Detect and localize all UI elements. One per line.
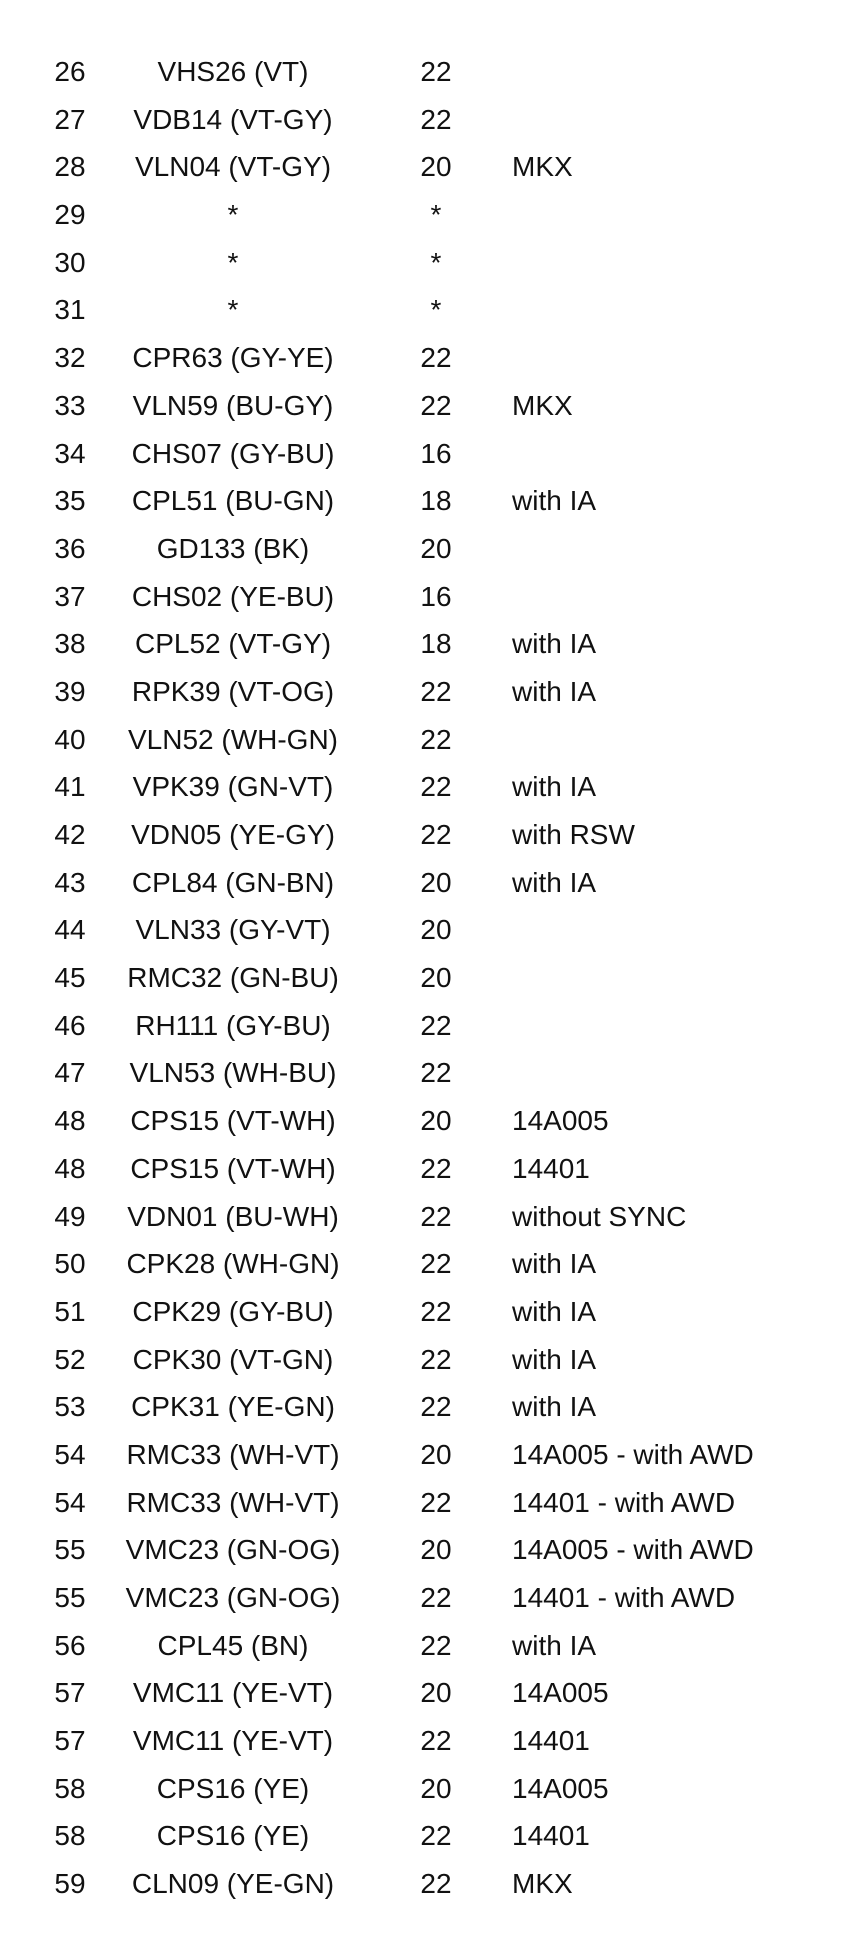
circuit-note: with IA xyxy=(512,771,597,803)
pin-number: 39 xyxy=(54,675,86,707)
circuit-name: VLN52 (WH-GN) xyxy=(127,723,338,755)
circuit-note: 14A005 xyxy=(512,1677,609,1709)
pin-number: 49 xyxy=(54,1200,86,1232)
circuit-name: CHS07 (GY-BU) xyxy=(131,437,335,469)
wire-gauge: 20 xyxy=(420,914,452,946)
circuit-note: 14A005 xyxy=(512,1772,609,1804)
pin-number: 54 xyxy=(54,1438,86,1470)
wire-gauge: 16 xyxy=(420,437,452,469)
circuit-name: CPL84 (GN-BN) xyxy=(131,866,335,898)
table-row xyxy=(0,668,841,716)
wire-gauge: 22 xyxy=(420,1582,452,1613)
pin-number: 46 xyxy=(54,1009,86,1041)
pin-number: 48 xyxy=(54,1105,86,1137)
table-row xyxy=(0,1193,841,1241)
table-row xyxy=(0,954,841,1002)
circuit-name: RH111 (GY-BU) xyxy=(135,1009,331,1041)
circuit-name: VLN53 (WH-BU) xyxy=(129,1057,337,1089)
table-row xyxy=(0,1097,841,1145)
wire-gauge: 18 xyxy=(420,628,452,660)
wire-gauge: 20 xyxy=(420,1438,452,1470)
pin-number: 59 xyxy=(54,1868,86,1900)
circuit-note: 14A005 - with AWD xyxy=(512,1534,754,1566)
wire-gauge: 20 xyxy=(420,1534,452,1566)
pin-number: 58 xyxy=(54,1820,86,1852)
wire-gauge: 20 xyxy=(420,1772,452,1804)
circuit-name: CPS16 (YE) xyxy=(156,1772,310,1804)
table-row xyxy=(0,286,841,334)
circuit-note: with IA xyxy=(512,1248,597,1280)
table-row xyxy=(0,716,841,764)
wire-gauge: 22 xyxy=(420,1391,452,1423)
circuit-note: with RSW xyxy=(512,819,635,850)
pin-number: 55 xyxy=(54,1534,86,1566)
circuit-note: MKX xyxy=(512,1868,573,1900)
circuit-note: with IA xyxy=(512,485,597,517)
wire-gauge: 22 xyxy=(420,1248,452,1280)
circuit-name: CPK28 (WH-GN) xyxy=(126,1248,340,1280)
circuit-name: VLN04 (VT-GY) xyxy=(134,151,332,183)
table-row xyxy=(0,143,841,191)
wire-gauge: 20 xyxy=(420,1105,452,1137)
pin-number: 53 xyxy=(54,1391,86,1423)
circuit-note: with IA xyxy=(512,1295,597,1327)
wire-gauge: 18 xyxy=(420,485,452,517)
circuit-name: VPK39 (GN-VT) xyxy=(132,771,334,803)
wire-gauge: 22 xyxy=(420,56,452,87)
circuit-name: VMC23 (GN-OG) xyxy=(125,1582,341,1613)
circuit-name: CPK29 (GY-BU) xyxy=(132,1295,334,1327)
table-row xyxy=(0,906,841,954)
table-row xyxy=(0,191,841,239)
table-row xyxy=(0,239,841,287)
circuit-name: RMC33 (WH-VT) xyxy=(126,1486,340,1518)
wire-gauge: 16 xyxy=(420,580,452,612)
pin-number: 50 xyxy=(54,1248,86,1280)
pin-number: 30 xyxy=(54,246,86,278)
circuit-note: with IA xyxy=(512,1343,597,1375)
table-row xyxy=(0,1240,841,1288)
pin-number: 56 xyxy=(54,1629,86,1661)
pin-number: 52 xyxy=(54,1343,86,1375)
pin-number: 27 xyxy=(54,103,86,135)
wire-gauge: 22 xyxy=(420,1486,452,1518)
wire-gauge: 20 xyxy=(420,866,452,898)
circuit-name: * xyxy=(227,199,239,231)
pin-number: 45 xyxy=(54,962,86,994)
wire-gauge: 20 xyxy=(420,962,452,994)
pin-number: 40 xyxy=(54,723,86,755)
table-row xyxy=(0,1526,841,1574)
circuit-name: VLN59 (BU-GY) xyxy=(132,389,334,421)
wire-gauge: 22 xyxy=(420,771,452,803)
wire-gauge: 22 xyxy=(420,342,452,374)
circuit-name: RMC32 (GN-BU) xyxy=(127,962,339,994)
circuit-name: * xyxy=(227,246,239,278)
circuit-note: 14401 xyxy=(512,1820,590,1852)
pin-number: 36 xyxy=(54,532,86,564)
table-row xyxy=(0,1336,841,1384)
circuit-name: VLN33 (GY-VT) xyxy=(135,914,331,946)
circuit-note: with IA xyxy=(512,866,597,898)
table-row xyxy=(0,1765,841,1813)
table-row xyxy=(0,1383,841,1431)
circuit-name: CLN09 (YE-GN) xyxy=(131,1868,335,1900)
table-row xyxy=(0,382,841,430)
table-row xyxy=(0,1622,841,1670)
circuit-note: 14401 xyxy=(512,1725,590,1757)
circuit-name: CPK30 (VT-GN) xyxy=(132,1343,334,1375)
circuit-name: CPS15 (VT-WH) xyxy=(130,1152,336,1184)
table-row xyxy=(0,859,841,907)
circuit-name: GD133 (BK) xyxy=(156,532,310,564)
circuit-note: with IA xyxy=(512,1391,597,1423)
wire-gauge: 22 xyxy=(420,1295,452,1327)
table-row xyxy=(0,1479,841,1527)
pin-number: 43 xyxy=(54,866,86,898)
circuit-name: CHS02 (YE-BU) xyxy=(131,580,335,612)
wire-gauge: 22 xyxy=(420,1820,452,1852)
pin-number: 55 xyxy=(54,1582,86,1613)
table-row xyxy=(0,334,841,382)
pin-number: 35 xyxy=(54,485,86,517)
table-row xyxy=(0,1145,841,1193)
pin-number: 38 xyxy=(54,628,86,660)
wire-gauge: 20 xyxy=(420,532,452,564)
circuit-note: without SYNC xyxy=(512,1200,687,1232)
wire-gauge: 20 xyxy=(420,151,452,183)
pin-number: 51 xyxy=(54,1295,86,1327)
circuit-name: VHS26 (VT) xyxy=(157,56,309,87)
table-row xyxy=(0,525,841,573)
pin-number: 54 xyxy=(54,1486,86,1518)
pin-number: 28 xyxy=(54,151,86,183)
wire-gauge: 22 xyxy=(420,1057,452,1089)
circuit-name: CPS16 (YE) xyxy=(156,1820,310,1852)
wire-gauge: * xyxy=(430,199,442,231)
circuit-name: VMC11 (YE-VT) xyxy=(132,1725,334,1757)
circuit-name: RMC33 (WH-VT) xyxy=(126,1438,340,1470)
pin-number: 58 xyxy=(54,1772,86,1804)
wire-gauge: 22 xyxy=(420,723,452,755)
pin-number: 47 xyxy=(54,1057,86,1089)
circuit-name: CPL52 (VT-GY) xyxy=(134,628,332,660)
table-row xyxy=(0,48,841,96)
pin-number: 34 xyxy=(54,437,86,469)
pin-number: 48 xyxy=(54,1152,86,1184)
pin-number: 44 xyxy=(54,914,86,946)
wire-gauge: 22 xyxy=(420,389,452,421)
circuit-name: VDN05 (YE-GY) xyxy=(131,819,335,850)
table-row xyxy=(0,620,841,668)
circuit-note: 14401 - with AWD xyxy=(512,1582,736,1613)
table-row xyxy=(0,1860,841,1908)
table-row xyxy=(0,1049,841,1097)
circuit-note: 14401 - with AWD xyxy=(512,1486,736,1518)
table-row xyxy=(0,763,841,811)
pin-number: 33 xyxy=(54,389,86,421)
table-row xyxy=(0,1288,841,1336)
circuit-name: CPS15 (VT-WH) xyxy=(130,1105,336,1137)
wire-gauge: 22 xyxy=(420,1629,452,1661)
circuit-note: MKX xyxy=(512,389,573,421)
table-row xyxy=(0,1574,841,1622)
circuit-name: VDB14 (VT-GY) xyxy=(133,103,333,135)
circuit-name: CPK31 (YE-GN) xyxy=(131,1391,335,1423)
table-row xyxy=(0,96,841,144)
circuit-name: VDN01 (BU-WH) xyxy=(127,1200,339,1232)
wire-gauge: 20 xyxy=(420,1677,452,1709)
pin-number: 57 xyxy=(54,1725,86,1757)
pin-number: 57 xyxy=(54,1677,86,1709)
pin-number: 29 xyxy=(54,199,86,231)
wire-gauge: 22 xyxy=(420,1200,452,1232)
circuit-note: with IA xyxy=(512,1629,597,1661)
pin-number: 41 xyxy=(54,771,86,803)
wire-gauge: 22 xyxy=(420,1725,452,1757)
wire-gauge: 22 xyxy=(420,103,452,135)
circuit-name: CPL45 (BN) xyxy=(157,1629,309,1661)
pin-number: 31 xyxy=(54,294,86,326)
circuit-note: 14A005 - with AWD xyxy=(512,1438,754,1470)
circuit-name: VMC23 (GN-OG) xyxy=(125,1534,341,1566)
circuit-note: with IA xyxy=(512,675,597,707)
table-row xyxy=(0,430,841,478)
circuit-name: VMC11 (YE-VT) xyxy=(132,1677,334,1709)
table-row xyxy=(0,1431,841,1479)
wire-gauge: * xyxy=(430,246,442,278)
table-row xyxy=(0,1812,841,1860)
wire-gauge: 22 xyxy=(420,675,452,707)
wire-gauge: 22 xyxy=(420,1009,452,1041)
pin-table xyxy=(0,48,841,1908)
circuit-note: 14A005 xyxy=(512,1105,609,1137)
wire-gauge: 22 xyxy=(420,819,452,850)
circuit-name: CPR63 (GY-YE) xyxy=(132,342,334,374)
circuit-name: RPK39 (VT-OG) xyxy=(131,675,335,707)
wire-gauge: 22 xyxy=(420,1152,452,1184)
pin-number: 32 xyxy=(54,342,86,374)
wire-gauge: 22 xyxy=(420,1868,452,1900)
circuit-name: * xyxy=(227,294,239,326)
wire-gauge: 22 xyxy=(420,1343,452,1375)
table-row xyxy=(0,811,841,859)
table-row xyxy=(0,1002,841,1050)
table-row xyxy=(0,477,841,525)
pin-number: 26 xyxy=(54,56,86,87)
circuit-name: CPL51 (BU-GN) xyxy=(131,485,335,517)
circuit-note: 14401 xyxy=(512,1152,590,1184)
circuit-note: MKX xyxy=(512,151,573,183)
table-row xyxy=(0,1717,841,1765)
pin-number: 42 xyxy=(54,819,86,850)
table-row xyxy=(0,1669,841,1717)
table-row xyxy=(0,573,841,621)
pin-number: 37 xyxy=(54,580,86,612)
circuit-note: with IA xyxy=(512,628,597,660)
wire-gauge: * xyxy=(430,294,442,326)
